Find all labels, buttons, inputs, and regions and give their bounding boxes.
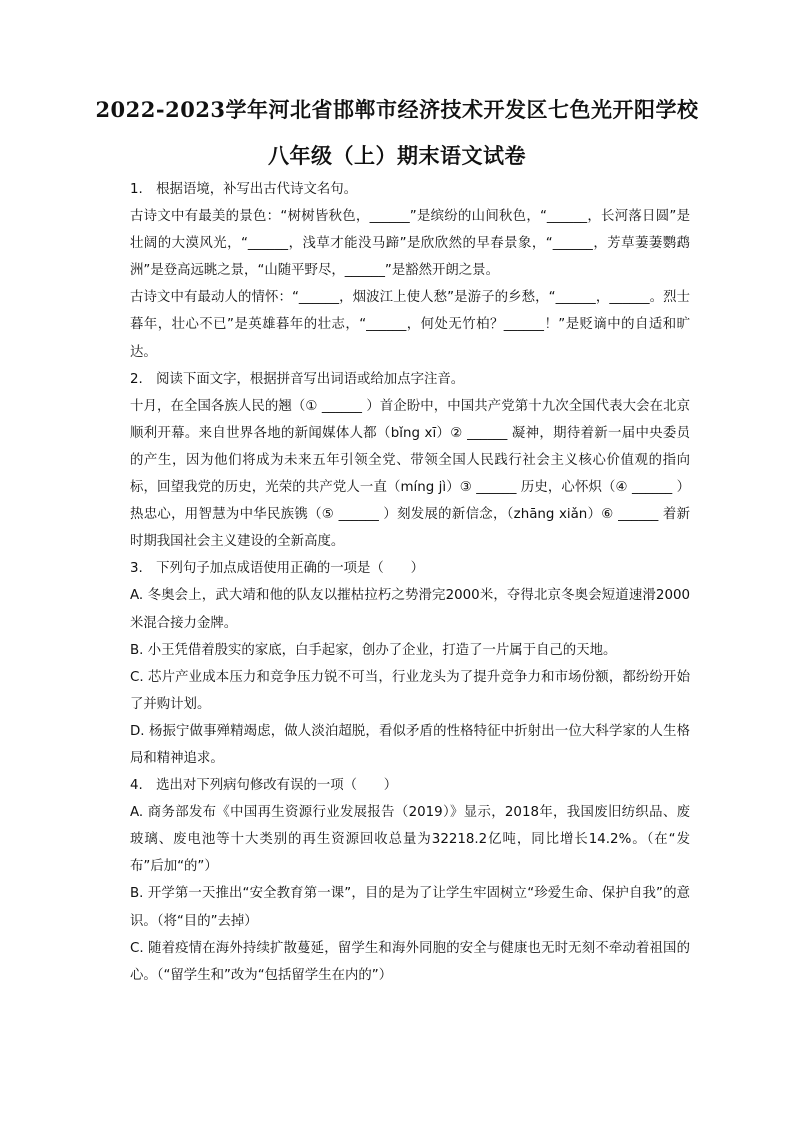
question-body <box>130 176 690 989</box>
question-3-heading: 3. 下列句子加点成语使用正确的一项是（ ） <box>130 561 424 577</box>
question-3-option-d: D. 杨振宁做事殚精竭虑，做人淡泊超脱，看似矛盾的性格特征中折射出一位大科学家的人生格局和精神追求。 <box>130 723 690 766</box>
question-3-option-b: B. 小王凭借着殷实的家底，白手起家，创办了企业，打造了一片属于自己的天地。 <box>130 642 617 658</box>
question-2-passage: 十月，在全国各族人民的翘（① ______ ）首企盼中，中国共产党第十九次全国代表大会在北京顺利开幕。来自世界各地的新闻媒体人都（bǐng xī）② ______ 凝神，期待着新一届中央委员的产生，因为他们将成为未来五年引领全党、带领全国人民践行社会主义核心价值观的指向标，回望我党的历史，光荣的共产党人一直（míng jì）③ ______ 历史，心怀炽（④ ______ ）热忠心，用智慧为中华民族镌（⑤ ______ ）刻发展的新信念，（zhāng xiǎn）⑥ ______ 着新时期我国社会主义建设的全新高度。 <box>130 398 690 550</box>
question-4-heading: 4. 选出对下列病句修改有误的一项（ ） <box>130 778 398 794</box>
document-title: 2022-2023学年河北省邯郸市经济技术开发区七色光开阳学校 <box>95 97 699 122</box>
document-subtitle: 八年级（上）期末语文试卷 <box>268 143 526 168</box>
question-3-option-a: A. 冬奥会上，武大靖和他的队友以摧枯拉朽之势滑完2000米，夺得北京冬奥会短道速滑2000米混合接力金牌。 <box>130 588 690 631</box>
question-2-heading: 2. 阅读下面文字，根据拼音写出词语或给加点字注音。 <box>130 371 465 387</box>
question-1-paragraph-2: 古诗文中有最动人的情怀：“______，烟波江上使人愁”是游子的乡愁，“______，______。烈士暮年，壮心不已”是英雄暮年的壮志，“______，何处无竹柏？______！”是贬谪中的自适和旷达。 <box>130 290 690 360</box>
question-4-option-a: A. 商务部发布《中国再生资源行业发展报告（2019）》显示，2018年，我国废旧纺织品、废玻璃、废电池等十大类别的再生资源回收总量为32218.2亿吨，同比增长14.2%。（在“发布”后加“的”） <box>130 805 690 875</box>
question-1-paragraph-1: 古诗文中有最美的景色：“树树皆秋色，______”是缤纷的山间秋色，“______，长河落日圆”是壮阔的大漠风光，“______，浅草才能没马蹄”是欣欣然的早春景象，“______，芳草萋萋鹦鹉洲”是登高远眺之景，“山随平野尽，______”是豁然开朗之景。 <box>130 209 690 279</box>
question-4-option-b: B. 开学第一天推出“安全教育第一课”，目的是为了让学生牢固树立“珍爱生命、保护自我”的意识。（将“目的”去掉） <box>130 886 690 929</box>
question-3-option-c: C. 芯片产业成本压力和竞争压力锐不可当，行业龙头为了提升竞争力和市场份额，都纷纷开始了并购计划。 <box>130 669 690 712</box>
question-4-option-c: C. 随着疫情在海外持续扩散蔓延，留学生和海外同胞的安全与健康也无时无刻不牵动着祖国的心。（“留学生和”改为“包括留学生在内的”） <box>130 940 690 983</box>
question-1-heading: 1. 根据语境，补写出古代诗文名句。 <box>130 182 358 197</box>
